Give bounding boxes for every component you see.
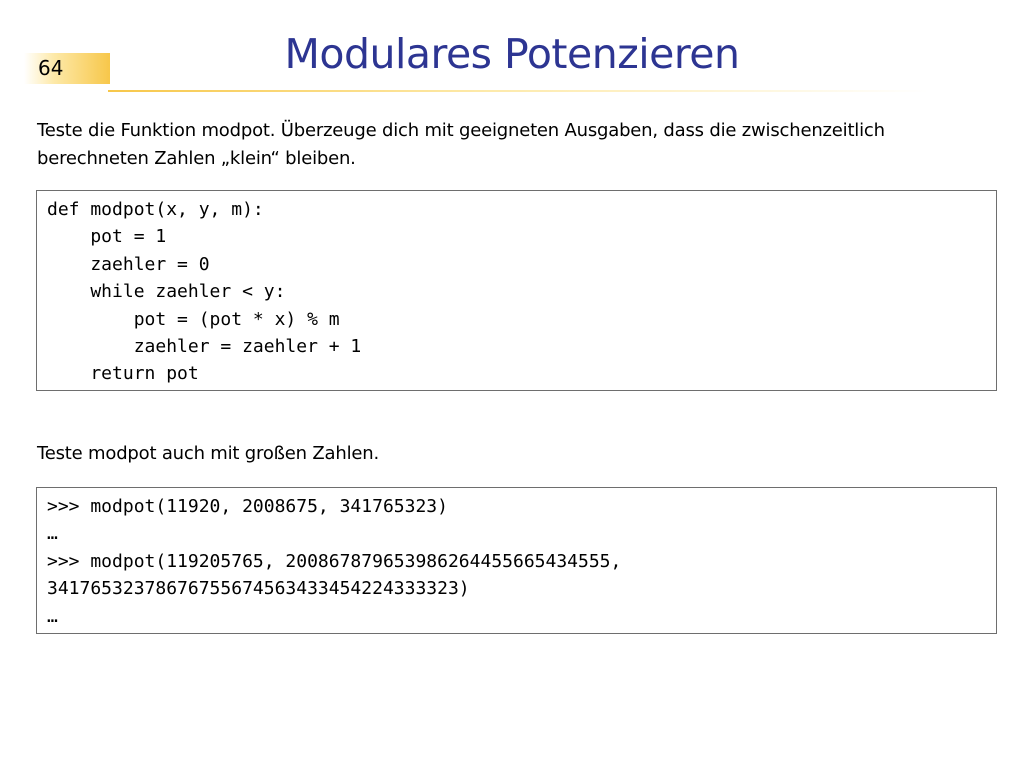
code-line: def modpot(x, y, m): <box>47 199 264 220</box>
code-line: zaehler = zaehler + 1 <box>47 335 362 357</box>
code-line: while zaehler < y: <box>47 281 286 303</box>
title-underline <box>108 90 928 92</box>
code-block-interpreter-session <box>36 487 997 634</box>
slide-title: Modulares Potenzieren <box>284 30 740 78</box>
code-line: return pot <box>47 363 199 385</box>
code-line: pot = 1 <box>47 226 167 248</box>
code-line: … <box>47 523 58 545</box>
code-line: >>> modpot(119205765, 20086787965398626445566543455​5, <box>47 550 622 572</box>
code-line: pot = (pot * x) % m <box>47 308 340 330</box>
code-line: >>> modpot(11920, 2008675, 341765323) <box>47 496 448 517</box>
code-line: zaehler = 0 <box>47 253 210 275</box>
code-block-modpot-definition <box>36 190 997 391</box>
large-numbers-instruction: Teste modpot auch mit großen Zahlen. <box>37 443 379 464</box>
intro-paragraph: Teste die Funktion modpot. Überzeuge dich mit geeigneten Ausgaben, dass die zwischenzeitlich berechneten Zahlen „klein“ bleiben. <box>37 120 885 169</box>
page-number-badge <box>24 53 110 84</box>
page-number: 64 <box>38 56 64 80</box>
code-line: 3417653237867675567456343345422433332​3) <box>47 578 470 600</box>
code-line: … <box>47 605 58 627</box>
